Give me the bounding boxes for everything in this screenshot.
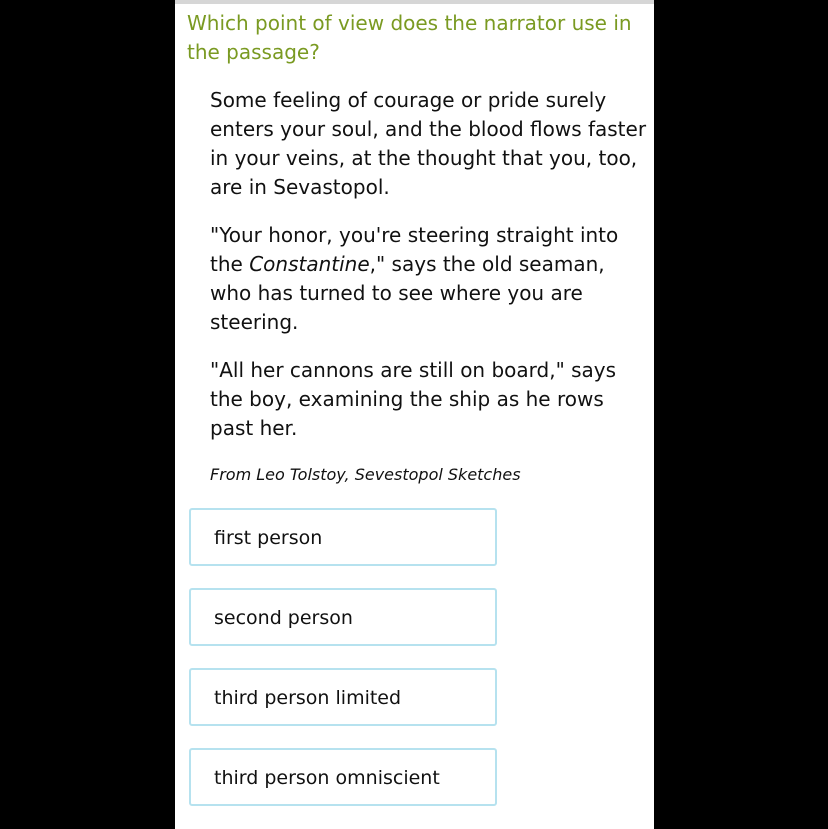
choice-label: third person limited (214, 687, 402, 709)
answer-choice-third-person-omniscient[interactable] (189, 748, 497, 806)
choice-label: first person (214, 527, 323, 549)
answer-choice-second-person[interactable] (189, 588, 497, 646)
reading-passage (210, 86, 648, 462)
choice-label: second person (214, 607, 353, 629)
passage-source: From Leo Tolstoy, Sevestopol Sketches (210, 465, 521, 484)
passage-paragraph-1: Some feeling of courage or pride surely enters your soul, and the blood flows faster in your veins, at the thought that you, too, are in Sevastopol. (210, 88, 647, 199)
question-panel (175, 0, 654, 829)
question-prompt: Which point of view does the narrator use in the passage? (187, 11, 632, 64)
choice-label: third person omniscient (214, 767, 440, 789)
passage-text: "Your honor, you're steering straight into the (210, 223, 619, 276)
passage-paragraph-3: "All her cannons are still on board," says the boy, examining the ship as he rows past her. (210, 358, 617, 440)
passage-text: ," says the old seaman, who has turned to see where you are steering. (210, 252, 605, 334)
passage-paragraph-2 (210, 221, 648, 337)
ship-name: Constantine (249, 252, 370, 276)
answer-choice-first-person[interactable] (189, 508, 497, 566)
top-divider (175, 0, 654, 4)
answer-choice-third-person-limited[interactable] (189, 668, 497, 726)
